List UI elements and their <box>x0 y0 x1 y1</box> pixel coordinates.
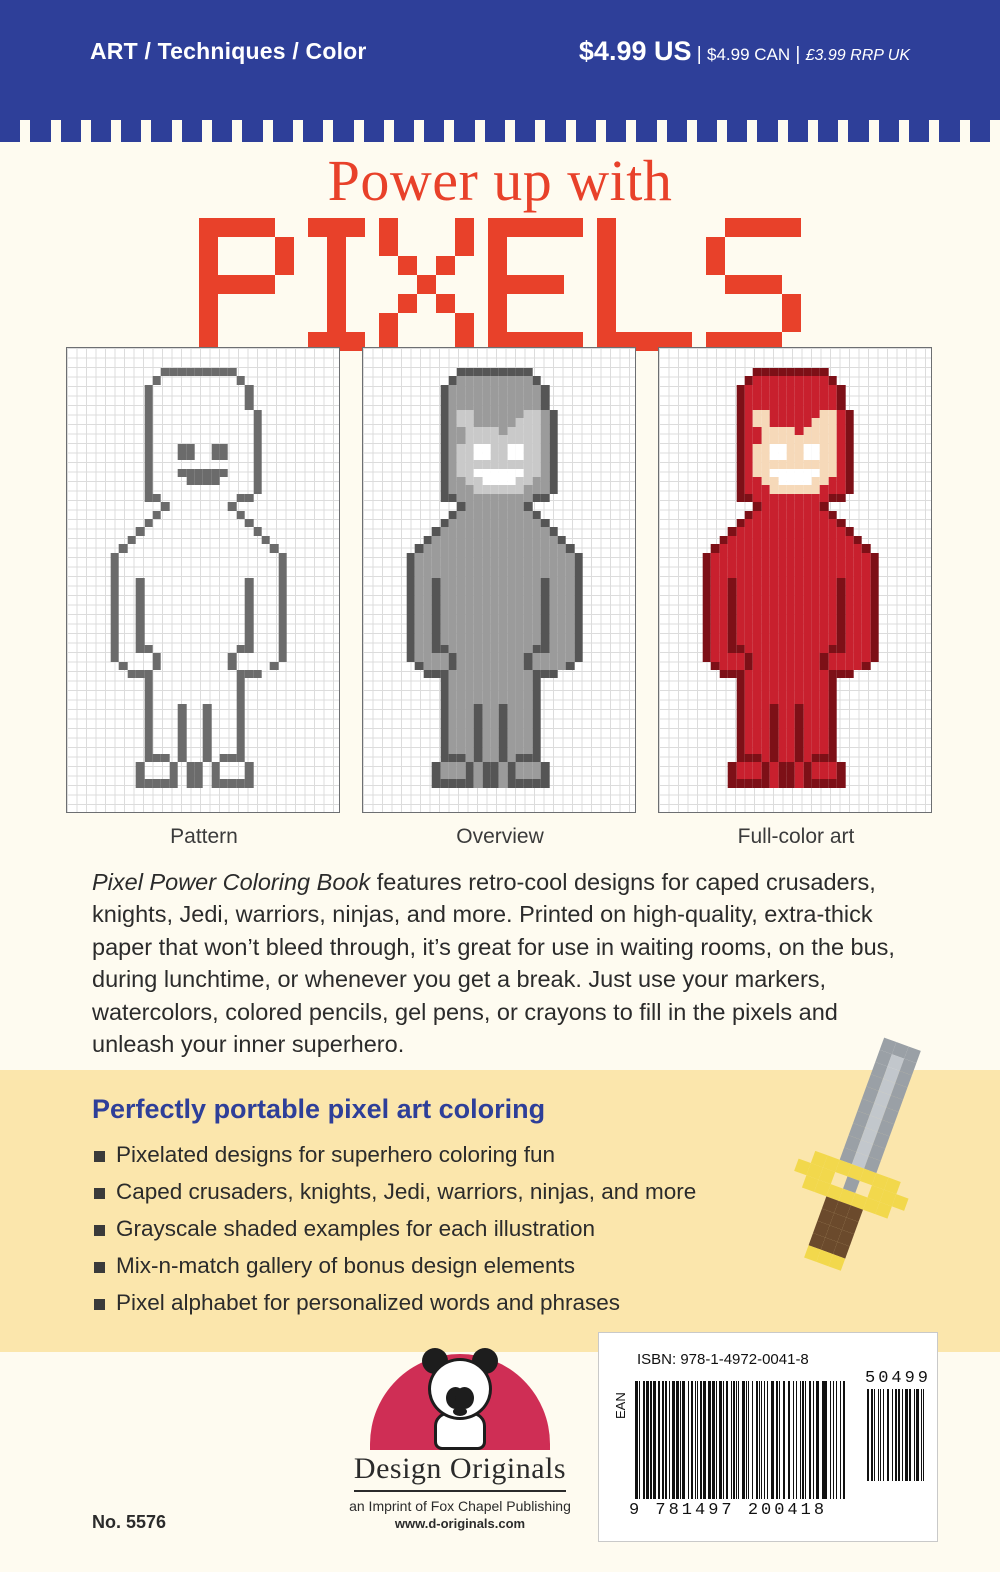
barcode-bar <box>845 1381 847 1499</box>
price-separator-2: | <box>790 43 806 65</box>
publisher-name: Design Originals <box>354 1452 566 1492</box>
fringe-block <box>424 120 444 142</box>
barcode-bar <box>923 1389 925 1481</box>
panel-caption-fullcolor: Full-color art <box>737 825 855 848</box>
fringe-block <box>91 120 111 142</box>
feature-item-label: Pixelated designs for superhero coloring fun <box>116 1142 556 1167</box>
pixel-letter-X <box>379 218 474 351</box>
feature-item-label: Grayscale shaded examples for each illustration <box>116 1216 595 1241</box>
fringe-block <box>30 120 50 142</box>
pixel-letter-E <box>488 218 583 351</box>
feature-item-label: Pixel alphabet for personalized words and phrases <box>116 1290 621 1315</box>
features-list <box>94 1142 696 1327</box>
figure-fullcolor <box>703 368 888 788</box>
feature-item <box>94 1179 696 1205</box>
price-uk: £3.99 RRP UK <box>805 46 910 64</box>
feature-item-label: Mix-n-match gallery of bonus design elements <box>116 1253 575 1278</box>
figure-grayscale <box>407 368 592 788</box>
fringe-block <box>757 120 777 142</box>
feature-item <box>94 1216 696 1242</box>
description-book-title: Pixel Power Coloring Book <box>92 869 371 895</box>
price-can: $4.99 CAN <box>706 44 791 64</box>
panda-figure <box>422 1348 498 1450</box>
pixel-letter-S <box>706 218 801 351</box>
panel-box-fullcolor <box>658 347 932 813</box>
fringe-block <box>242 120 262 142</box>
title-line-1: Power up with <box>327 148 673 213</box>
category-label: ART / Techniques / Color <box>90 37 367 64</box>
feature-item <box>94 1290 696 1316</box>
feature-item <box>94 1142 696 1168</box>
fringe-block <box>697 120 717 142</box>
features-heading: Perfectly portable pixel art coloring <box>92 1094 546 1124</box>
fringe-block <box>364 120 384 142</box>
description-rest: features retro-cool designs for caped crusaders, knights, Jedi, warriors, ninjas, and more. Printed on high-quality, extra-thick paper that won’t bleed through, it’s great for use in waiting rooms, on the bus, during lunchtime, or whenever you get a break. Just use your markers, watercolors, colored pencils, gel pens, or crayons to fill in the pixels and unleash your inner superhero. <box>92 869 895 1058</box>
publisher-logo <box>330 1338 590 1531</box>
panda-eye-right <box>455 1387 474 1409</box>
bullet-square-icon <box>94 1262 105 1273</box>
fringe-block <box>394 120 414 142</box>
price-block <box>579 36 910 67</box>
fringe-block <box>545 120 565 142</box>
bullet-square-icon <box>94 1188 105 1199</box>
fringe-block <box>151 120 171 142</box>
barcode-bars-addon <box>867 1389 925 1481</box>
fringe-block <box>667 120 687 142</box>
feature-item <box>94 1253 696 1279</box>
fringe-block <box>909 120 929 142</box>
fringe-block <box>970 120 990 142</box>
fringe-block <box>818 120 838 142</box>
bullet-square-icon <box>94 1225 105 1236</box>
top-banner <box>0 0 1000 120</box>
fringe-block <box>454 120 474 142</box>
panel-caption-overview: Overview <box>456 825 544 848</box>
ean-label: EAN <box>613 1392 628 1419</box>
panel-box-pattern <box>66 347 340 813</box>
isbn-label: ISBN: 978-1-4972-0041-8 <box>637 1351 809 1368</box>
title-block <box>0 148 1000 351</box>
sample-panels <box>66 347 934 849</box>
fringe-block <box>939 120 959 142</box>
barcode-ean-digits: 9 781497 200418 <box>629 1501 828 1520</box>
price-separator-1: | <box>691 43 707 65</box>
bullet-square-icon <box>94 1151 105 1162</box>
fringe-block <box>121 120 141 142</box>
fringe-block <box>333 120 353 142</box>
fringe-block <box>61 120 81 142</box>
title-line-2-pixel-art <box>0 218 1000 351</box>
fringe-block <box>303 120 323 142</box>
panel-pattern <box>66 347 342 849</box>
fringe-block <box>485 120 505 142</box>
pixel-fringe-decoration <box>0 120 1000 142</box>
barcode-bars-main <box>635 1381 847 1499</box>
panel-box-overview <box>362 347 636 813</box>
bullet-square-icon <box>94 1299 105 1310</box>
fringe-block <box>606 120 626 142</box>
price-us: $4.99 US <box>578 35 692 66</box>
publisher-url: www.d-originals.com <box>394 1516 526 1531</box>
fringe-block <box>788 120 808 142</box>
fringe-block <box>636 120 656 142</box>
pixel-letter-P <box>199 218 294 351</box>
pixel-letter-I <box>308 218 365 351</box>
fringe-block <box>848 120 868 142</box>
item-number: No. 5576 <box>92 1512 167 1532</box>
panda-head <box>428 1358 492 1420</box>
panda-nose <box>453 1407 467 1416</box>
fringe-block <box>576 120 596 142</box>
barcode-addon-digits: 50499 <box>865 1369 932 1388</box>
fringe-block <box>273 120 293 142</box>
fringe-block <box>727 120 747 142</box>
panel-fullcolor <box>658 347 934 849</box>
barcode-block <box>598 1332 938 1542</box>
fringe-block <box>879 120 899 142</box>
panel-overview <box>362 347 638 849</box>
feature-item-label: Caped crusaders, knights, Jedi, warriors, ninjas, and more <box>116 1179 697 1204</box>
fringe-block <box>0 120 20 142</box>
description-paragraph <box>92 866 910 1061</box>
figure-outline <box>111 368 296 788</box>
fringe-block <box>212 120 232 142</box>
fringe-block <box>182 120 202 142</box>
fringe-block <box>515 120 535 142</box>
panda-logo-icon <box>370 1338 550 1450</box>
panel-caption-pattern: Pattern <box>170 825 238 848</box>
pixel-letter-L <box>597 218 692 351</box>
publisher-imprint: an Imprint of Fox Chapel Publishing <box>349 1498 571 1514</box>
